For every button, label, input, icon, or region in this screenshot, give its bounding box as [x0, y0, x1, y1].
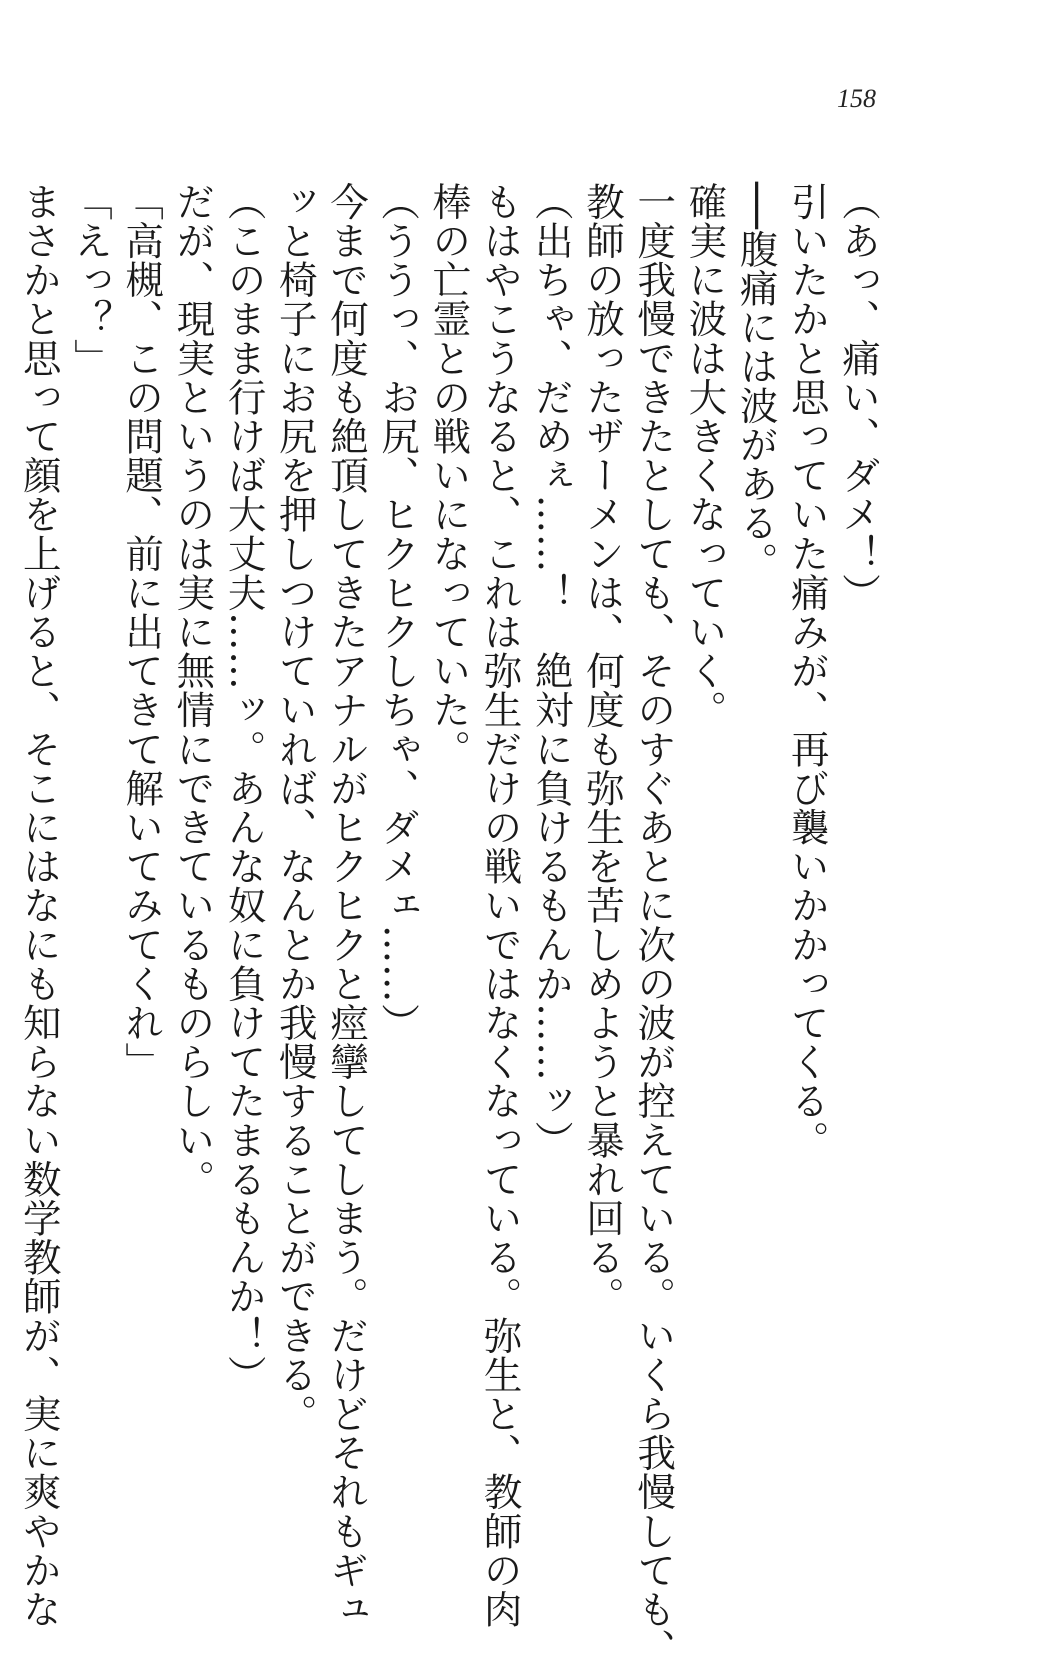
- text-line: 「高槻、この問題、前に出てきて解いてみてくれ」: [119, 182, 165, 1082]
- text-line: （出ちゃ、だめぇ……！ 絶対に負けるもんか……ッ）: [528, 182, 574, 1160]
- text-line: 確実に波は大きくなっていく。: [682, 182, 728, 730]
- text-line: （このまま行けば大丈夫……ッ。あんな奴に負けてたまるもんか！）: [221, 182, 267, 1395]
- page-number: 158: [837, 84, 876, 113]
- text-line: まさかと思って顔を上げると、そこにはなにも知らない数学教師が、実に爽やかな: [16, 182, 62, 1629]
- text-line: ッと椅子にお尻を押しつけていれば、なんとか我慢することができる。: [272, 182, 318, 1434]
- text-line: 引いたかと思っていた痛みが、再び襲いかかってくる。: [784, 182, 830, 1160]
- text-line: 今まで何度も絶頂してきたアナルがヒクヒクと痙攣してしまう。だけどそれもギュ: [323, 182, 369, 1629]
- text-line: だが、現実というのは実に無情にできているものらしい。: [170, 182, 216, 1199]
- text-line: 「えっ？」: [67, 182, 113, 378]
- body-text: [16, 182, 884, 1668]
- text-line: （ううっ、お尻、ヒクヒクしちゃ、ダメェ……）: [375, 182, 421, 1043]
- text-line: 棒の亡霊との戦いになっていた。: [426, 182, 472, 769]
- text-line: 一度我慢できたとしても、そのすぐあとに次の波が控えている。いくら我慢しても、: [631, 182, 677, 1668]
- text-line: （あっ、痛い、ダメ！）: [836, 182, 881, 613]
- text-line: 教師の放ったザーメンは、何度も弥生を苦しめようと暴れ回る。: [579, 182, 625, 1316]
- text-line: ──腹痛には波がある。: [733, 182, 779, 582]
- text-line: もはやこうなると、これは弥生だけの戦いではなくなっている。弥生と、教師の肉: [477, 182, 523, 1629]
